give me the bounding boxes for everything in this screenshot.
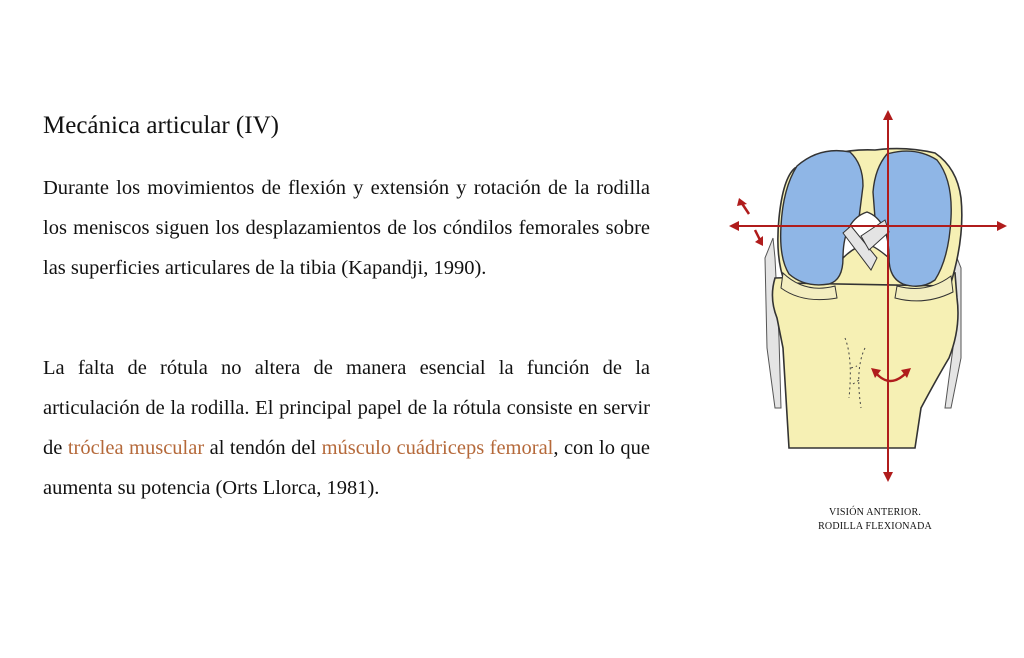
paragraph-text: , con lo que aumenta su potencia (Orts Llorca, 1981). (43, 437, 650, 499)
paragraph-text: al tendón del (204, 437, 322, 459)
term-troclea-muscular: tróclea muscular (67, 437, 205, 459)
axis-arrow-right (997, 221, 1007, 231)
caption-line-1: VISIÓN ANTERIOR. (828, 507, 922, 518)
figure-caption (780, 506, 970, 534)
paragraph-text: La falta de rótula no altera de manera esencial la función de la articulación de la rodilla. El principal papel de la rótula consiste en servir de (43, 357, 650, 459)
paragraph-meniscus: Durante los movimientos de flexión y extensión y rotación de la rodilla los meniscos siguen los desplazamientos de los cóndilos femorales sobre las superficies articulares de la tibia (Kapandji, 1990). (43, 177, 650, 279)
axis-arrow-up (883, 110, 893, 120)
page-title: Mecánica articular (IV) (43, 112, 279, 139)
term-musculo-cuadriceps: músculo cuádriceps femoral (321, 437, 554, 459)
axis-arrow-left (729, 221, 739, 231)
paragraph-patella (43, 348, 650, 508)
caption-line-2: RODILLA FLEXIONADA (818, 521, 932, 532)
axis-arrow-down (883, 472, 893, 482)
knee-anatomy-illustration (725, 108, 1007, 488)
